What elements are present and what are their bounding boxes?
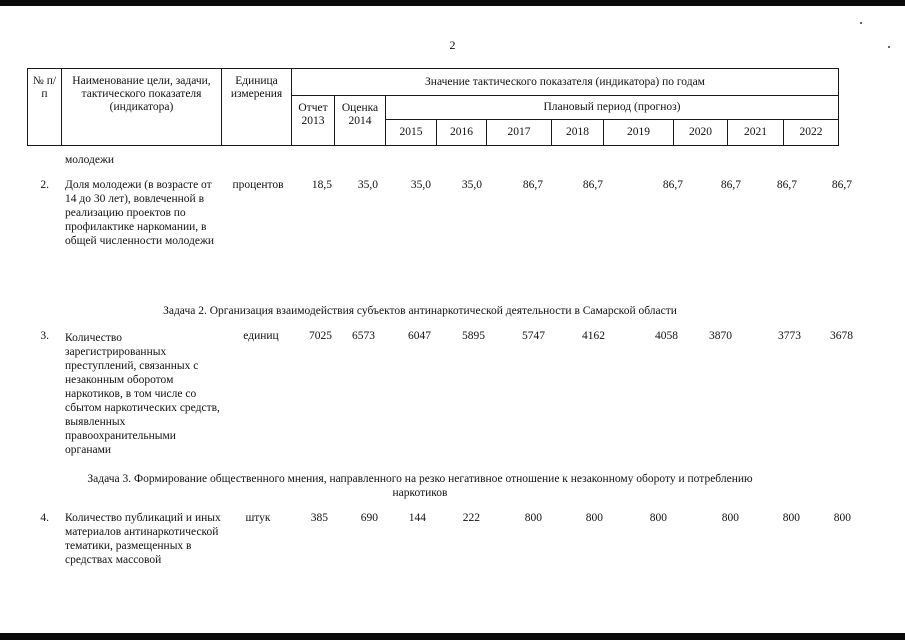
row-value-2013: 7025 — [309, 330, 332, 342]
row-number: 2. — [40, 179, 49, 191]
header-year: 2020 — [674, 120, 728, 146]
scan-speck — [860, 22, 862, 24]
row-value-2019: 800 — [649, 512, 667, 524]
header-year: 2018 — [552, 120, 604, 146]
row-value-2021: 3773 — [778, 330, 801, 342]
row-value-2013: 18,5 — [311, 179, 332, 191]
row-value-2016: 35,0 — [461, 179, 482, 191]
row-value-2020: 86,7 — [720, 179, 741, 191]
row-indicator-name: Количество публикаций и иных материалов антинаркотической тематики, размещенных в средствах массовой — [65, 512, 221, 566]
row-unit: единиц — [243, 330, 279, 342]
row-value-2014: 6573 — [352, 330, 375, 342]
task-3-heading-line2: наркотиков — [392, 487, 448, 499]
indicator-table-header — [27, 68, 839, 146]
row-unit: процентов — [232, 179, 284, 191]
row-value-2019: 4058 — [655, 330, 678, 342]
row-value-2018: 4162 — [582, 330, 605, 342]
task-3-heading-line1: Задача 3. Формирование общественного мнения, направленного на резко негативное отношение к незаконному обороту и потреблению — [87, 473, 753, 485]
row-value-2021: 800 — [782, 512, 800, 524]
header-year: 2017 — [487, 120, 552, 146]
row-value-2020: 800 — [721, 512, 739, 524]
header-unit: Единица измерения — [222, 69, 292, 146]
header-name: Наименование цели, задачи, тактического показателя (индикатора) — [62, 69, 222, 146]
row-value-2016: 5895 — [462, 330, 485, 342]
header-plan-period: Плановый период (прогноз) — [386, 96, 839, 120]
row-value-2015: 6047 — [408, 330, 431, 342]
row-value-2018: 86,7 — [582, 179, 603, 191]
page-number: 2 — [449, 38, 456, 52]
row-value-2022: 3678 — [830, 330, 853, 342]
header-year: 2019 — [604, 120, 674, 146]
header-report-2013: Отчет 2013 — [292, 96, 335, 146]
row-value-2015: 35,0 — [410, 179, 431, 191]
row-indicator-name: Доля молодежи (в возрасте от 14 до 30 лет), вовлеченной в реализацию проектов по профилактике наркомании, в общей численности молодежи — [65, 179, 215, 247]
row-unit: штук — [245, 512, 271, 524]
row-value-2014: 35,0 — [357, 179, 378, 191]
row-number: 4. — [40, 512, 49, 524]
top-border-rule — [0, 0, 905, 6]
row-value-2018: 800 — [585, 512, 603, 524]
row-value-2017: 86,7 — [522, 179, 543, 191]
row-value-2020: 3870 — [709, 330, 732, 342]
header-number: № п/п — [28, 69, 62, 146]
row-value-2013: 385 — [310, 512, 328, 524]
row-value-2022: 86,7 — [831, 179, 852, 191]
bottom-border-rule — [0, 633, 905, 640]
header-year: 2022 — [784, 120, 839, 146]
row-value-2017: 800 — [524, 512, 542, 524]
row-value-2021: 86,7 — [776, 179, 797, 191]
continuation-text: молодежи — [65, 154, 115, 166]
row-value-2016: 222 — [462, 512, 480, 524]
header-year: 2015 — [386, 120, 437, 146]
task-2-heading: Задача 2. Организация взаимодействия субъектов антинаркотической деятельности в Самарской области — [163, 305, 677, 317]
row-value-2015: 144 — [408, 512, 426, 524]
header-year: 2021 — [728, 120, 784, 146]
header-year: 2016 — [437, 120, 487, 146]
row-value-2017: 5747 — [522, 330, 545, 342]
row-value-2019: 86,7 — [662, 179, 683, 191]
row-number: 3. — [40, 330, 49, 342]
row-indicator-name: Количество зарегистрированных преступлений, связанных с незаконным оборотом наркотиков, в том числе со сбытом наркотических средств, выявленных правоохранительными органами — [65, 332, 220, 456]
header-values-by-year: Значение тактического показателя (индикатора) по годам — [292, 69, 839, 96]
header-estimate-2014: Оценка 2014 — [335, 96, 386, 146]
row-value-2022: 800 — [833, 512, 851, 524]
row-value-2014: 690 — [360, 512, 378, 524]
